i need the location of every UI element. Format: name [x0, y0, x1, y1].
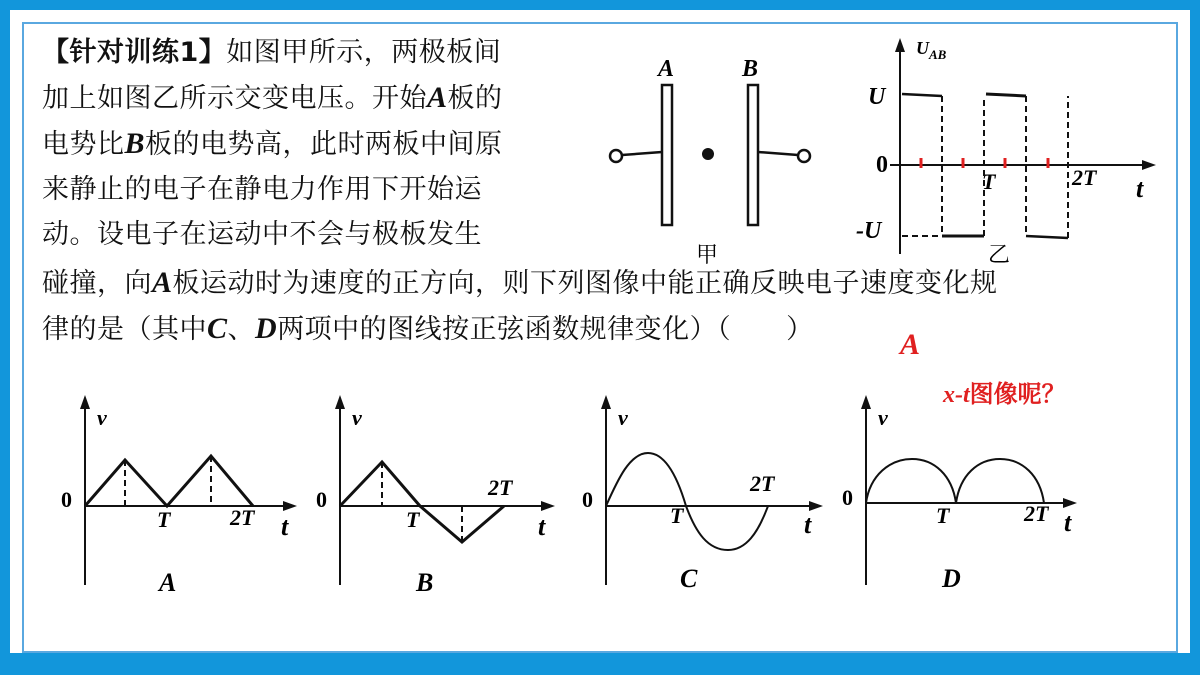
voltage-tick-U: U — [868, 84, 886, 110]
figure-plates — [600, 50, 830, 270]
voltage-caption: 乙 — [988, 242, 1011, 267]
option-a-label: A — [159, 568, 177, 597]
question-line7: 律的是（其中 — [42, 314, 207, 345]
plate-a — [662, 85, 672, 225]
question-line3-end: 板的电势高，此时两板中间原 — [145, 129, 503, 160]
option-a-graph — [55, 395, 305, 605]
opt-c-curve — [606, 453, 768, 550]
opt-c-y-arrow — [601, 395, 611, 409]
opt-b-y-arrow — [335, 395, 345, 409]
voltage-tick-zero: 0 — [876, 152, 888, 178]
voltage-x-arrow — [1142, 160, 1156, 170]
opt-d-T: T — [936, 503, 950, 528]
opt-c-2T: 2T — [750, 471, 775, 496]
note-var: x-t — [943, 382, 970, 408]
wave-high-1 — [902, 94, 942, 96]
wave-high-2 — [986, 94, 1026, 96]
opt-b-t: t — [538, 512, 546, 541]
terminal-a — [610, 150, 622, 162]
question-text-bottom — [42, 260, 1182, 352]
electron-dot — [702, 148, 714, 160]
opt-d-x-arrow — [1063, 498, 1077, 508]
opt-c-t: t — [804, 510, 812, 539]
opt-a-y-arrow — [80, 395, 90, 409]
question-line7-b: 两项中的图线按正弦函数规律变化）（ ） — [277, 314, 814, 345]
wave-low-2 — [1026, 236, 1068, 238]
opt-d-zero: 0 — [842, 485, 853, 510]
var-d: D — [255, 312, 278, 345]
voltage-y-arrow — [895, 38, 905, 52]
plate-b-label: B — [742, 56, 759, 82]
question-line4: 来静止的电子在静电力作用下开始运 — [42, 174, 482, 205]
opt-a-t: t — [281, 512, 289, 541]
opt-c-T: T — [670, 503, 684, 528]
plate-b — [748, 85, 758, 225]
question-line6: 碰撞，向 — [42, 268, 152, 299]
question-line2-end: 板的 — [447, 83, 503, 114]
option-c-label: C — [680, 564, 698, 593]
question-line1: 如图甲所示，两极板间 — [226, 37, 502, 68]
bottom-bar — [10, 653, 1190, 665]
opt-a-x-arrow — [283, 501, 297, 511]
voltage-tick-negU: -U — [856, 218, 882, 244]
opt-b-2T: 2T — [488, 475, 513, 500]
question-line5: 动。设电子在运动中不会与极板发生 — [42, 219, 482, 250]
var-a-2: A — [152, 266, 173, 299]
opt-d-ylabel: v — [878, 405, 888, 430]
question-tag: 【针对训练1】 — [42, 37, 227, 68]
opt-a-zero: 0 — [61, 487, 72, 512]
opt-d-y-arrow — [861, 395, 871, 409]
opt-c-ylabel: v — [618, 405, 628, 430]
wire-a — [622, 152, 662, 155]
plate-caption: 甲 — [696, 242, 719, 267]
opt-b-ylabel: v — [352, 405, 362, 430]
voltage-ylabel: $U_{AB}$ — [916, 38, 947, 62]
voltage-tick-T: T — [982, 169, 996, 194]
note-text: 图像呢？ — [969, 382, 1066, 408]
opt-b-zero: 0 — [316, 487, 327, 512]
opt-a-2T: 2T — [230, 505, 255, 530]
question-line3: 电势比 — [42, 129, 125, 160]
var-b: B — [124, 127, 146, 160]
plate-a-label: A — [658, 56, 675, 82]
opt-d-t: t — [1064, 508, 1072, 537]
opt-d-curve — [866, 459, 1044, 503]
option-b-graph — [310, 395, 565, 605]
opt-a-T: T — [157, 507, 171, 532]
option-c-graph — [578, 395, 833, 605]
question-line6-b: 板运动时为速度的正方向，则下列图像中能正确反映电子速度变化规 — [172, 268, 998, 299]
answer-mark: A — [900, 328, 921, 361]
question-line7-sep: 、 — [227, 314, 256, 345]
var-c: C — [207, 312, 228, 345]
opt-b-curve — [340, 462, 504, 542]
voltage-tick-2T: 2T — [1072, 165, 1097, 190]
terminal-b — [798, 150, 810, 162]
var-a: A — [427, 81, 448, 114]
opt-b-T: T — [406, 507, 420, 532]
opt-a-ylabel: v — [97, 405, 107, 430]
option-d-graph — [838, 395, 1088, 605]
figure-voltage — [850, 32, 1160, 272]
option-b-label: B — [416, 568, 434, 597]
opt-c-zero: 0 — [582, 487, 593, 512]
opt-d-2T: 2T — [1024, 501, 1049, 526]
question-text-top — [42, 30, 602, 257]
wire-b — [758, 152, 798, 155]
question-line2: 加上如图乙所示交变电压。开始 — [42, 83, 427, 114]
opt-b-x-arrow — [541, 501, 555, 511]
voltage-xlabel: t — [1136, 174, 1144, 203]
option-d-label: D — [942, 564, 961, 593]
opt-a-curve — [85, 456, 253, 506]
